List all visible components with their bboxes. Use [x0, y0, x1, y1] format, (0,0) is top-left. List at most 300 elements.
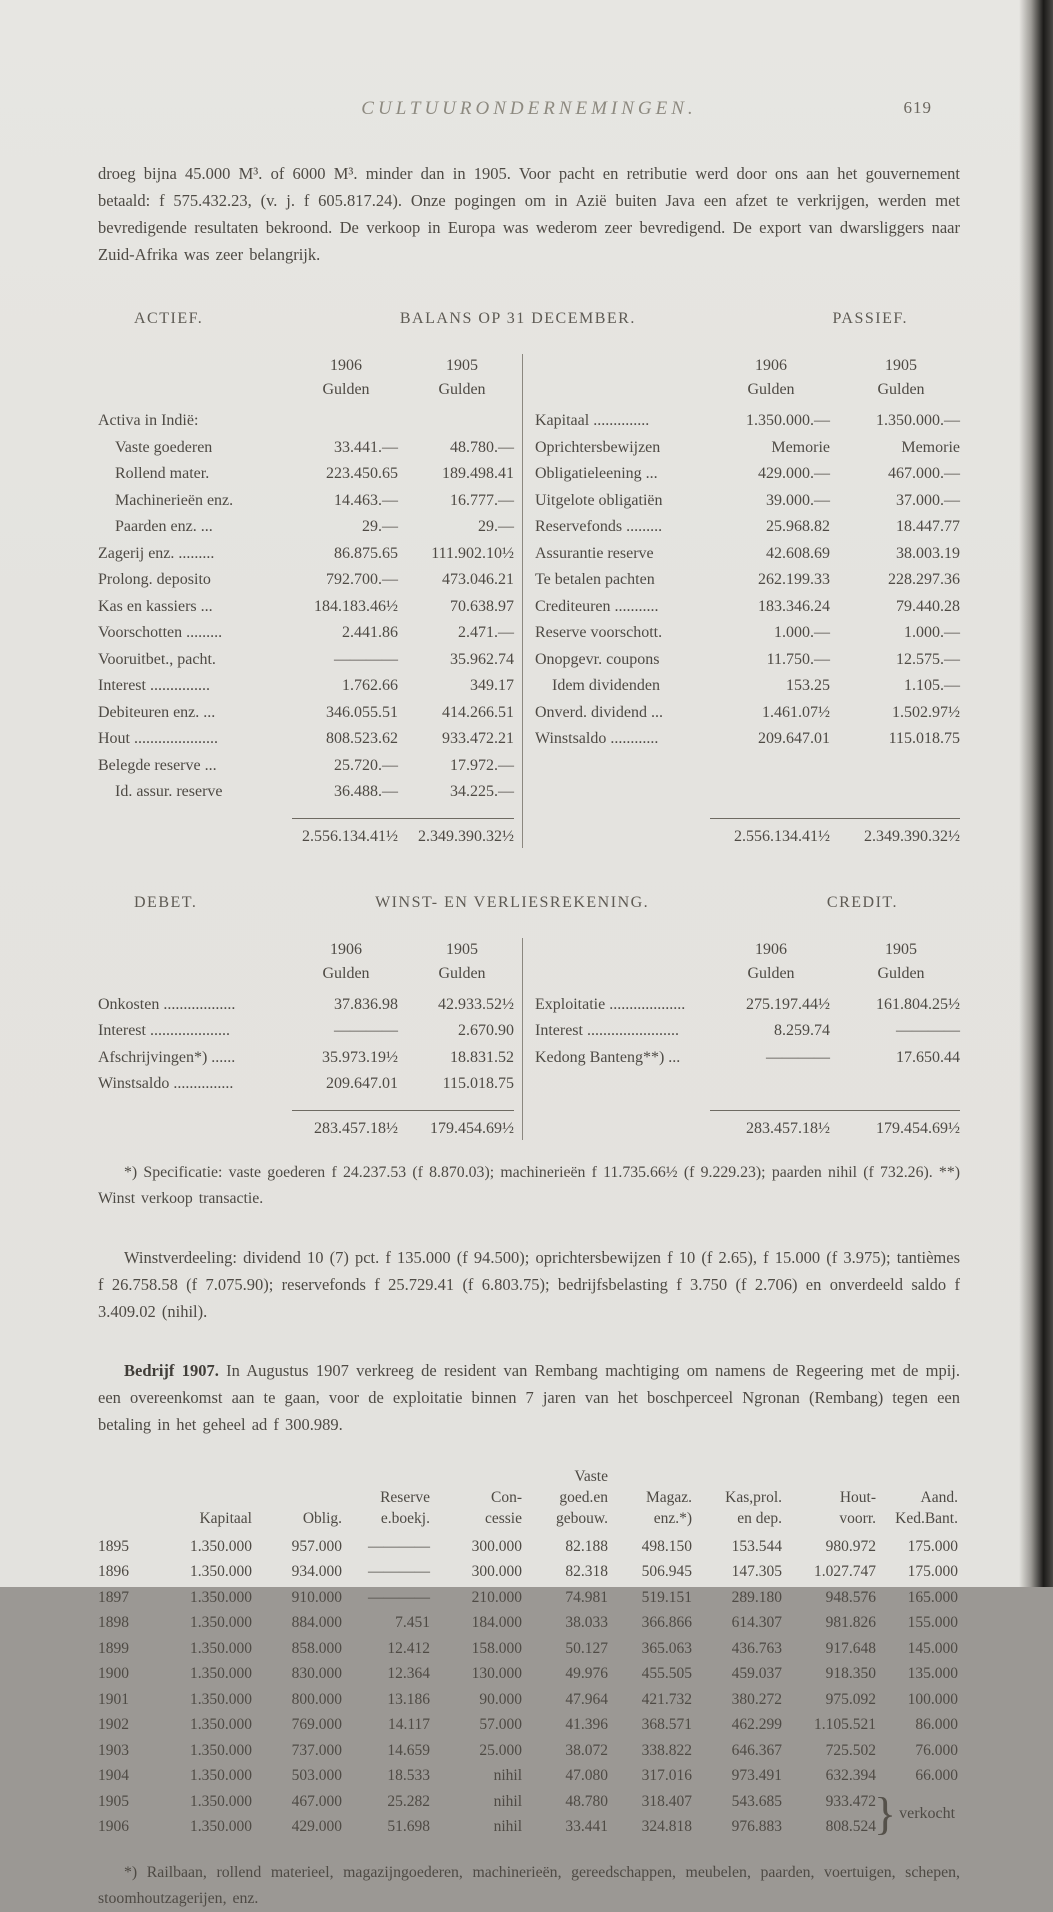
- row-label: Rollend mater.: [115, 465, 210, 482]
- row-label: Idem dividenden: [552, 677, 660, 694]
- jaar-cell: 1902: [98, 1716, 129, 1733]
- row-label: Id. assur. reserve: [115, 783, 223, 800]
- value-cell: 884.000: [291, 1614, 342, 1631]
- jaar-cell: 1904: [98, 1767, 129, 1784]
- value-cell: 1.350.000: [190, 1741, 252, 1759]
- row-label: Interest ....................: [98, 1022, 230, 1039]
- bedrijf-1907-text: In Augustus 1907 verkreeg de resident van Rembang machtiging om namens de Regeering met de mpij. een overeenkomst aan te gaan, voor de exploitatie binnen 7 jaren van het boschperceel Ngronan (Rembang) tegen een betaling in het geheel ad f 300.989.: [98, 1360, 961, 1434]
- total-rule: [292, 818, 514, 819]
- table-row: [535, 541, 960, 568]
- value-cell: 1.350.000: [190, 1563, 252, 1580]
- jaar-cell: 1906: [98, 1818, 129, 1835]
- value-cell: 725.502: [825, 1741, 876, 1759]
- total-row: [98, 826, 514, 848]
- value-1906: 1.762.66: [342, 677, 398, 694]
- value-1905: 37.000.—: [896, 491, 960, 509]
- value-cell: 210.000: [471, 1588, 522, 1606]
- debet-column: [98, 938, 523, 1140]
- table-row: [98, 673, 514, 700]
- value-cell: 368.571: [641, 1716, 692, 1733]
- jaar-table-row: [98, 1610, 960, 1636]
- value-cell: 158.000: [471, 1639, 522, 1657]
- debet-heading: DEBET.: [134, 893, 198, 911]
- total-rule: [292, 1110, 514, 1111]
- value-1905: 38.003.19: [896, 544, 960, 562]
- total-1905: 179.454.69½: [430, 1119, 514, 1137]
- column-header-row: [535, 354, 960, 402]
- value-cell: 300.000: [471, 1537, 522, 1555]
- jaar-table-row: [98, 1763, 960, 1789]
- value-1905: 17.972.—: [450, 756, 514, 774]
- table-row: [98, 726, 514, 753]
- value-1906: 209.647.01: [758, 730, 830, 747]
- spacer: [535, 753, 960, 818]
- table-row: [535, 1018, 960, 1045]
- value-1905: 349.17: [470, 677, 514, 694]
- value-cell: 498.150: [641, 1537, 692, 1555]
- value-cell: 7.451: [395, 1614, 430, 1631]
- running-header: [98, 0, 960, 124]
- value-cell: 933.472: [825, 1792, 876, 1810]
- value-cell: 25.000: [479, 1741, 522, 1759]
- value-cell: 1.027.747: [814, 1563, 876, 1580]
- value-cell: 462.299: [731, 1716, 782, 1733]
- value-cell: nihil: [493, 1767, 522, 1784]
- value-cell: 82.188: [565, 1537, 608, 1555]
- row-label: Interest .......................: [535, 1022, 679, 1039]
- total-rule: [710, 818, 960, 819]
- value-1905: 1.502.97½: [892, 703, 960, 721]
- row-label: Afschrijvingen*) ......: [98, 1048, 236, 1066]
- credit-heading: CREDIT.: [826, 893, 898, 911]
- value-1905: 933.472.21: [442, 730, 514, 747]
- table-row: [98, 514, 514, 541]
- unit-label: Gulden: [747, 381, 795, 398]
- value-1906: 1.000.—: [774, 624, 830, 641]
- value-cell: 365.063: [641, 1639, 692, 1657]
- header-line: voorr.: [839, 1509, 876, 1527]
- value-1905: 1.105.—: [904, 677, 960, 694]
- value-1906: 29.—: [362, 518, 398, 535]
- value-cell: 1.350.000: [190, 1767, 252, 1784]
- value-cell: 300.000: [471, 1563, 522, 1580]
- value-cell: 48.780: [565, 1792, 608, 1810]
- unit-label: Gulden: [877, 964, 925, 982]
- value-cell: 18.533: [387, 1767, 430, 1784]
- value-cell: 12.364: [387, 1665, 430, 1682]
- jaar-table-row: [98, 1559, 960, 1585]
- table-row: [98, 408, 514, 435]
- row-label: Voorschotten .........: [98, 624, 223, 641]
- value-cell: 1.350.000: [190, 1716, 252, 1733]
- value-1905: [410, 408, 514, 435]
- value-1906: 209.647.01: [326, 1075, 398, 1092]
- value-cell: 975.092: [825, 1690, 876, 1708]
- value-1906: 808.523.62: [326, 730, 398, 747]
- header-line: gebouw.: [556, 1509, 608, 1527]
- value-cell: 175.000: [907, 1537, 958, 1555]
- value-cell: 973.491: [731, 1767, 782, 1784]
- value-cell: 800.000: [291, 1690, 342, 1708]
- header-line: Reserve: [380, 1488, 430, 1506]
- value-1905: 1.350.000.—: [876, 412, 960, 429]
- table-row: [535, 992, 960, 1019]
- value-cell: 184.000: [471, 1614, 522, 1631]
- header-line: Hout-: [839, 1488, 876, 1506]
- value-1906: [294, 408, 398, 435]
- value-cell: 503.000: [291, 1767, 342, 1784]
- value-cell: 86.000: [915, 1716, 958, 1733]
- total-1905: 179.454.69½: [876, 1119, 960, 1137]
- row-label: Vaste goederen: [115, 438, 213, 456]
- row-label: Assurantie reserve: [535, 544, 654, 562]
- jaar-column-header: [342, 1487, 430, 1529]
- header-line: Magaz.: [645, 1488, 692, 1506]
- jaar-cell: 1899: [98, 1639, 129, 1657]
- row-label: Reserve voorschott.: [535, 624, 663, 641]
- row-label: Winstsaldo ...............: [98, 1075, 234, 1092]
- value-cell: 130.000: [471, 1665, 522, 1682]
- unit-label: Gulden: [438, 964, 486, 982]
- column-header-row: [98, 354, 514, 402]
- book-gutter-shadow: [1019, 0, 1053, 1587]
- total-1906: 2.556.134.41½: [734, 827, 830, 845]
- value-1906: 11.750.—: [766, 650, 830, 668]
- header-line: enz.*): [653, 1509, 692, 1527]
- total-1906: 2.556.134.41½: [302, 827, 398, 845]
- spacer: [535, 1071, 960, 1110]
- value-1906: 346.055.51: [326, 703, 398, 721]
- unit-label: Gulden: [322, 964, 370, 982]
- table-row: [535, 647, 960, 674]
- year-label: 1906: [755, 357, 787, 374]
- total-spacer: [535, 1118, 700, 1140]
- value-1906: 37.836.98: [334, 995, 398, 1013]
- value-1906: 153.25: [786, 677, 830, 694]
- value-cell: 429.000: [291, 1818, 342, 1835]
- row-label: Paarden enz. ...: [115, 518, 213, 535]
- year-column-header: [410, 354, 514, 402]
- jaar-column-header: [430, 1487, 522, 1529]
- header-spacer: [98, 938, 282, 986]
- value-1906: 14.463.—: [334, 491, 398, 509]
- jaar-column-header: [782, 1487, 876, 1529]
- table-row: [535, 488, 960, 515]
- year-label: 1905: [885, 357, 917, 374]
- year-label: 1906: [330, 357, 362, 374]
- table-row: [98, 1018, 514, 1045]
- row-label: Interest ...............: [98, 677, 210, 694]
- unit-label: Gulden: [877, 381, 925, 398]
- passief-heading: PASSIEF.: [832, 310, 908, 327]
- row-label: Prolong. deposito: [98, 571, 211, 588]
- total-spacer: [98, 1118, 282, 1140]
- value-cell: 1.350.000: [190, 1690, 252, 1708]
- jaar-column-header: [252, 1508, 342, 1529]
- table-row: [535, 1045, 960, 1072]
- value-1905: 35.962.74: [450, 650, 514, 668]
- table-row: [98, 435, 514, 462]
- total-1905: 2.349.390.32½: [418, 827, 514, 845]
- value-cell: 50.127: [565, 1639, 608, 1657]
- value-1905: 2.670.90: [458, 1022, 514, 1039]
- intro-paragraph: droeg bijna 45.000 M³. of 6000 M³. minder dan in 1905. Voor pacht en retributie werd door ons aan het gouvernement betaald: f 575.432.23, (v. j. f 605.817.24). Onze pogingen om in Azië buiten Java een afzet te verkrijgen, werden met bevredigende resultaten bekroond. De verkoop in Europa was wederom zeer bevredigend. De export van dwarsliggers naar Zuid-Afrika was zeer belangrijk.: [98, 164, 960, 264]
- value-cell: 14.659: [387, 1741, 430, 1759]
- table-row: [535, 408, 960, 435]
- header-spacer: [98, 354, 282, 402]
- value-1906: 262.199.33: [758, 571, 830, 588]
- spacer: [98, 1098, 514, 1110]
- value-cell: 82.318: [565, 1563, 608, 1580]
- table-row: [98, 992, 514, 1019]
- header-line: Kas,prol.: [725, 1488, 782, 1506]
- row-label: Oprichtersbewijzen: [535, 438, 661, 456]
- value-1905: 18.831.52: [450, 1048, 514, 1066]
- total-row: [535, 826, 960, 848]
- winst-section-headings: [98, 894, 960, 912]
- value-cell: 459.037: [731, 1665, 782, 1682]
- value-1905: 70.638.97: [450, 597, 514, 615]
- value-cell: 614.307: [731, 1614, 782, 1631]
- value-cell: 1.350.000: [190, 1639, 252, 1657]
- jaar-table-row: [98, 1789, 960, 1815]
- jaar-table-row: [98, 1636, 960, 1662]
- value-cell: 980.972: [825, 1537, 876, 1555]
- table-row: [535, 700, 960, 727]
- row-label: Debiteuren enz. ...: [98, 703, 216, 721]
- jaar-cell: 1895: [98, 1537, 129, 1555]
- table-row: [98, 700, 514, 727]
- jaar-column-header: [608, 1487, 692, 1529]
- unit-label: Gulden: [438, 381, 486, 398]
- year-label: 1905: [446, 357, 478, 374]
- value-1905: 473.046.21: [442, 571, 514, 588]
- value-cell: 76.000: [915, 1741, 958, 1759]
- header-line: Kapitaal: [199, 1509, 252, 1527]
- value-1906: 42.608.69: [766, 544, 830, 562]
- year-column-header: [712, 938, 830, 986]
- value-1906: 25.720.—: [334, 756, 398, 774]
- jaar-column-header: [692, 1487, 782, 1529]
- value-1905: 34.225.—: [450, 783, 514, 800]
- row-label: Crediteuren ...........: [535, 597, 659, 615]
- value-cell: ————: [368, 1563, 430, 1580]
- passief-column: [523, 354, 960, 848]
- value-cell: 338.822: [641, 1741, 692, 1759]
- table-row: [535, 567, 960, 594]
- value-1906: 8.259.74: [774, 1022, 830, 1039]
- footnote-specificatie: *) Specificatie: vaste goederen f 24.237.53 (f 8.870.03); machinerieën f 11.735.66½ (f 9.229.23); paarden nihil (f 732.26). **) Winst verkoop transactie.: [98, 1163, 960, 1207]
- jaar-cell: 1903: [98, 1741, 129, 1759]
- value-1906: ————: [334, 1022, 398, 1039]
- value-cell: 957.000: [291, 1537, 342, 1555]
- value-1905: 79.440.28: [896, 597, 960, 615]
- verkocht-annotation: [874, 1788, 955, 1840]
- footnote-activa: *) Railbaan, rollend materieel, magazijngoederen, machinerieën, gereedschappen, meubelen, paarden, voertuigen, schepen, stoomhoutzagerijen, enz.: [98, 1863, 960, 1907]
- value-cell: ————: [368, 1537, 430, 1555]
- value-cell: 318.407: [641, 1792, 692, 1810]
- value-cell: 948.576: [825, 1588, 876, 1606]
- value-1906: 1.350.000.—: [746, 412, 830, 429]
- row-label: Onopgevr. coupons: [535, 650, 660, 668]
- total-rule: [710, 1110, 960, 1111]
- value-cell: ————: [368, 1588, 430, 1606]
- header-line: goed.en: [559, 1488, 608, 1506]
- bedrijf-1907-label: Bedrijf 1907.: [124, 1360, 219, 1380]
- value-cell: 366.866: [641, 1614, 692, 1631]
- jaar-cell: 1898: [98, 1614, 129, 1631]
- value-1905: 115.018.75: [888, 730, 960, 747]
- value-cell: 769.000: [291, 1716, 342, 1733]
- value-1906: 1.461.07½: [762, 703, 830, 721]
- value-cell: 66.000: [915, 1767, 958, 1784]
- value-cell: 1.105.521: [814, 1716, 876, 1733]
- table-row: [535, 726, 960, 753]
- value-1906: 86.875.65: [334, 544, 398, 562]
- total-1906: 283.457.18½: [746, 1119, 830, 1137]
- value-cell: 380.272: [731, 1690, 782, 1708]
- value-1906: 223.450.65: [326, 465, 398, 482]
- value-cell: 317.016: [641, 1767, 692, 1784]
- value-cell: 918.350: [825, 1665, 876, 1682]
- value-cell: 737.000: [291, 1741, 342, 1759]
- page-title: CULTUURONDERNEMINGEN.: [361, 98, 697, 119]
- value-cell: 49.976: [565, 1665, 608, 1682]
- column-header-row: [535, 938, 960, 986]
- value-cell: 165.000: [907, 1588, 958, 1606]
- row-label: Zagerij enz. .........: [98, 544, 215, 562]
- year-label: 1905: [885, 940, 917, 958]
- actief-heading: ACTIEF.: [134, 310, 204, 327]
- value-1906: 36.488.—: [334, 783, 398, 800]
- row-label: Reservefonds .........: [535, 518, 663, 535]
- jaar-table-row: [98, 1814, 960, 1840]
- value-cell: 646.367: [731, 1741, 782, 1759]
- value-1905: 12.575.—: [896, 650, 960, 668]
- actief-column: [98, 354, 523, 848]
- table-row: [98, 647, 514, 674]
- header-line: cessie: [484, 1509, 522, 1527]
- year-column-header: [842, 938, 960, 986]
- table-row: [535, 461, 960, 488]
- value-cell: 506.945: [641, 1563, 692, 1580]
- value-1905: 189.498.41: [442, 465, 514, 482]
- header-line: e.boekj.: [380, 1509, 430, 1527]
- winstverdeeling-paragraph: Winstverdeeling: dividend 10 (7) pct. f 135.000 (f 94.500); oprichtersbewijzen f 10 (f 2.65), f 15.000 (f 3.975); tantièmes f 26.758.58 (f 7.075.90); reservefonds f 25.729.41 (f 6.803.75); bedrijfsbelasting f 3.750 (f 2.706) en onverdeeld saldo f 3.409.02 (nihil).: [98, 1247, 960, 1321]
- row-label: Belegde reserve ...: [98, 756, 217, 774]
- value-cell: 100.000: [907, 1690, 958, 1708]
- jaar-header-row: [98, 1466, 960, 1529]
- value-cell: 25.282: [387, 1792, 430, 1810]
- value-1905: 18.447.77: [896, 518, 960, 535]
- value-1905: 48.780.—: [450, 438, 514, 456]
- value-cell: 135.000: [907, 1665, 958, 1682]
- value-1906: 25.968.82: [766, 518, 830, 535]
- row-label: Activa in Indië:: [98, 412, 199, 429]
- value-cell: 1.350.000: [190, 1588, 252, 1606]
- value-1906: 33.441.—: [334, 438, 398, 456]
- value-cell: 808.524: [825, 1818, 876, 1835]
- header-line: en dep.: [737, 1509, 782, 1527]
- header-line: Con-: [491, 1488, 522, 1506]
- value-cell: 74.981: [565, 1588, 608, 1606]
- value-cell: 421.732: [641, 1690, 692, 1708]
- value-1905: 228.297.36: [888, 571, 960, 588]
- year-column-header: [294, 354, 398, 402]
- value-cell: 13.186: [387, 1690, 430, 1708]
- value-cell: 153.544: [731, 1537, 782, 1555]
- row-label: Exploitatie ...................: [535, 995, 686, 1013]
- value-1906: 39.000.—: [766, 491, 830, 509]
- row-label: Kapitaal ..............: [535, 412, 650, 429]
- value-cell: nihil: [493, 1818, 522, 1835]
- value-cell: 1.350.000: [190, 1537, 252, 1555]
- table-row: [98, 753, 514, 780]
- row-label: Hout .....................: [98, 730, 218, 747]
- value-1906: Memorie: [771, 438, 830, 456]
- table-row: [98, 488, 514, 515]
- table-row: [98, 594, 514, 621]
- value-cell: 858.000: [291, 1639, 342, 1657]
- value-cell: 519.151: [641, 1588, 692, 1606]
- value-1905: ————: [896, 1022, 960, 1039]
- value-cell: 1.350.000: [190, 1614, 252, 1631]
- bedrijf-1907-paragraph: [98, 1357, 960, 1438]
- row-label: Machinerieën enz.: [115, 491, 234, 509]
- row-label: Onkosten ..................: [98, 995, 236, 1013]
- value-1906: 183.346.24: [758, 597, 830, 615]
- jaar-table-row: [98, 1687, 960, 1713]
- value-1905: 29.—: [478, 518, 514, 535]
- total-row: [98, 1118, 514, 1140]
- value-1905: 17.650.44: [896, 1048, 960, 1066]
- value-1905: 467.000.—: [888, 465, 960, 482]
- jaar-cell: 1897: [98, 1588, 129, 1606]
- row-label: Te betalen pachten: [535, 571, 655, 588]
- header-spacer: [535, 938, 700, 986]
- value-1906: ————: [766, 1048, 830, 1066]
- row-label: Kas en kassiers ...: [98, 597, 213, 615]
- header-line: Ked.Bant.: [895, 1509, 958, 1527]
- year-label: 1906: [330, 940, 362, 958]
- header-spacer: [535, 354, 700, 402]
- value-cell: 175.000: [907, 1563, 958, 1580]
- value-1905: 1.000.—: [904, 624, 960, 641]
- row-label: Uitgelote obligatiën: [535, 491, 663, 509]
- value-cell: 1.350.000: [190, 1792, 252, 1810]
- value-1905: 2.471.—: [458, 624, 514, 641]
- jaar-table-row: [98, 1534, 960, 1560]
- value-cell: 543.685: [731, 1792, 782, 1810]
- value-cell: 981.826: [825, 1614, 876, 1631]
- value-cell: 934.000: [291, 1563, 342, 1580]
- value-1906: 792.700.—: [326, 571, 398, 588]
- jaar-column-header: [142, 1508, 252, 1529]
- table-row: [535, 594, 960, 621]
- winst-title: WINST- EN VERLIESREKENING.: [375, 893, 650, 911]
- value-1906: ————: [334, 650, 398, 668]
- year-label: 1906: [755, 940, 787, 958]
- jaar-column-header: [522, 1466, 608, 1529]
- value-cell: 976.883: [731, 1818, 782, 1835]
- jaar-table-row: [98, 1585, 960, 1611]
- year-label: 1905: [446, 940, 478, 958]
- value-1906: 35.973.19½: [322, 1048, 398, 1066]
- jaar-cell: 1896: [98, 1563, 129, 1580]
- table-row: [535, 514, 960, 541]
- table-row: [98, 1071, 514, 1098]
- value-1906: 275.197.44½: [746, 995, 830, 1013]
